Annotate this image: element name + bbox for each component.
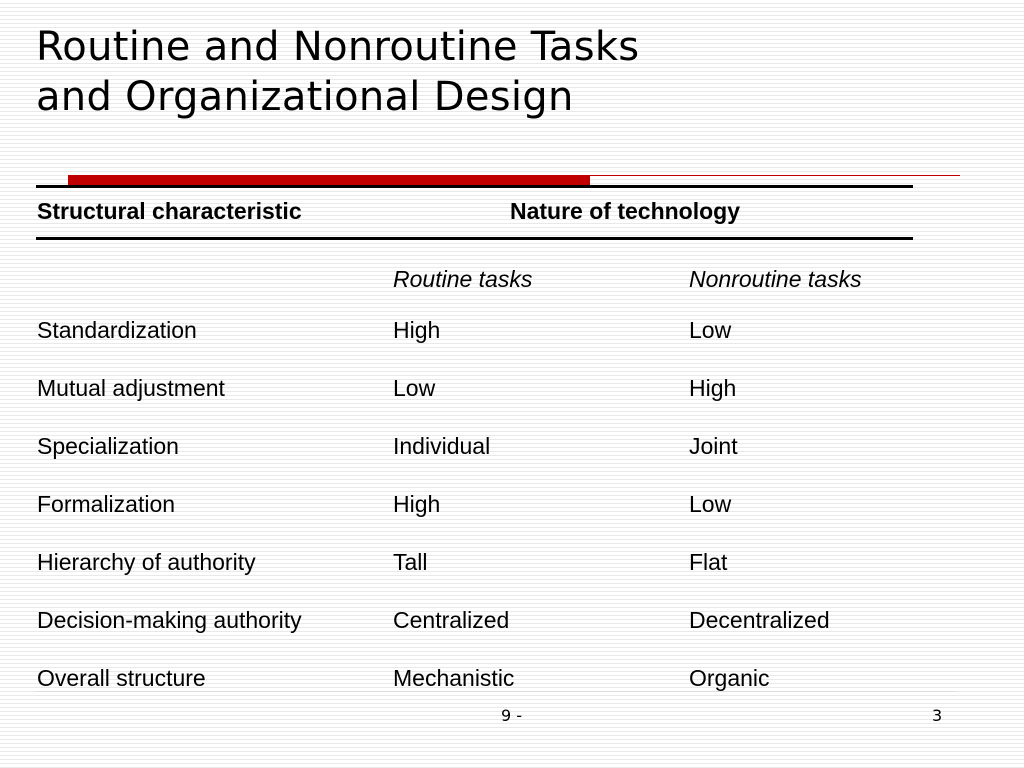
header-structural-characteristic: Structural characteristic: [37, 198, 302, 224]
table-row: [0, 491, 1024, 521]
row-nonroutine-value: Organic: [689, 665, 770, 691]
row-nonroutine-value: Flat: [689, 549, 728, 575]
table-row: [0, 607, 1024, 637]
row-nonroutine-value: Decentralized: [689, 607, 830, 633]
row-characteristic: Hierarchy of authority: [37, 549, 256, 575]
row-characteristic: Formalization: [37, 491, 176, 517]
row-characteristic: Decision-making authority: [37, 607, 302, 633]
table-row: [0, 317, 1024, 347]
row-nonroutine-value: Low: [689, 491, 732, 517]
row-characteristic: Overall structure: [37, 665, 206, 691]
header-nature-of-technology: Nature of technology: [510, 198, 741, 224]
row-characteristic: Mutual adjustment: [37, 375, 225, 401]
footer-slide-reference: 9 -: [501, 706, 523, 725]
row-nonroutine-value: Joint: [689, 433, 738, 459]
slide-title: [36, 22, 639, 122]
row-routine-value: High: [393, 491, 441, 517]
row-routine-value: Centralized: [393, 607, 510, 633]
table-row: [0, 549, 1024, 579]
table-row: [0, 433, 1024, 463]
row-characteristic: Standardization: [37, 317, 197, 343]
row-nonroutine-value: Low: [689, 317, 732, 343]
table-top-rule: [36, 185, 913, 188]
row-nonroutine-value: High: [689, 375, 737, 401]
subheader-nonroutine-tasks: Nonroutine tasks: [689, 266, 862, 292]
footer-page-number: 3: [932, 706, 943, 725]
row-characteristic: Specialization: [37, 433, 179, 459]
slide-title-line-2: and Organizational Design: [36, 74, 574, 120]
footer-divider: [36, 691, 956, 692]
row-routine-value: High: [393, 317, 441, 343]
row-routine-value: Mechanistic: [393, 665, 515, 691]
table-row: [0, 375, 1024, 405]
row-routine-value: Individual: [393, 433, 491, 459]
table-header-rule: [36, 237, 913, 240]
row-routine-value: Tall: [393, 549, 428, 575]
subheader-routine-tasks: Routine tasks: [393, 266, 533, 292]
row-routine-value: Low: [393, 375, 436, 401]
slide-title-line-1: Routine and Nonroutine Tasks: [36, 24, 640, 70]
